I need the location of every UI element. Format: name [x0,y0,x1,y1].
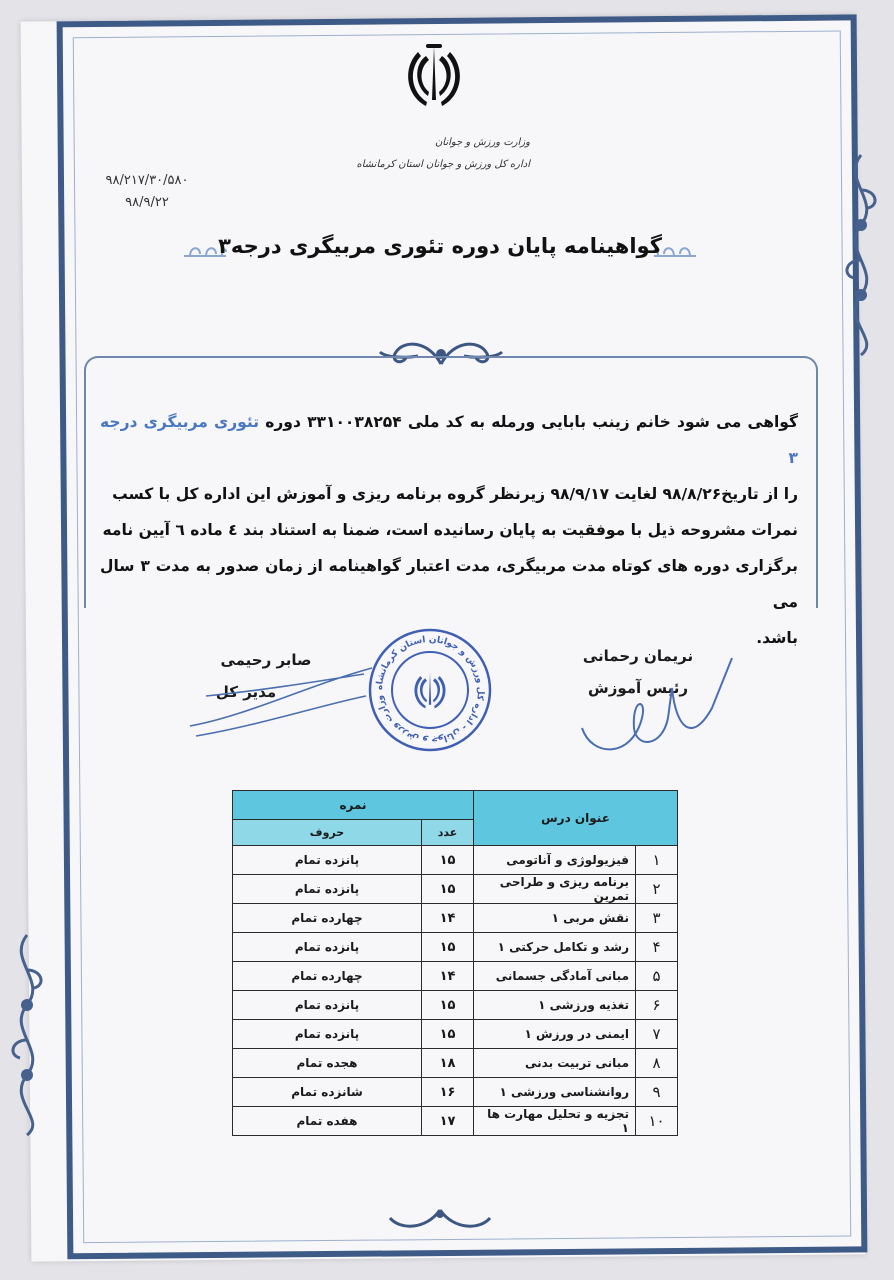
table-row [233,1107,678,1136]
reference-number: ۹۸/۲۱۷/۳۰/۵۸۰ [105,173,189,188]
grades-table [232,790,678,1136]
handwritten-signature-left [186,656,376,746]
svg-text:وزارت ورزش و جوانان - اداره کل: وزارت ورزش و جوانان - اداره کل ورزش و جوانان استان کرمانشاه [374,634,486,746]
grade-words: پانزده تمام [233,1020,422,1049]
row-number: ۴ [636,933,678,962]
grade-digit: ۱۵ [422,933,474,962]
header-grade: نمره [233,791,474,820]
grade-words: چهارده تمام [233,904,422,933]
grade-words: شانزده تمام [233,1078,422,1107]
grade-words: هفده تمام [233,1107,422,1136]
reference-date: ۹۸/۹/۲۲ [125,195,169,210]
row-number: ۷ [636,1020,678,1049]
row-number: ۶ [636,991,678,1020]
grade-digit: ۱۵ [422,875,474,904]
body-line-1 [100,404,798,476]
table-row [233,962,678,991]
row-number: ۵ [636,962,678,991]
course-title: مبانی تربیت بدنی [474,1049,636,1078]
certificate-body [100,404,798,656]
grade-digit: ۱۴ [422,962,474,991]
bottom-ornament-icon [370,1204,510,1234]
grade-words: پانزده تمام [233,933,422,962]
certificate-title: گواهینامه پایان دوره تئوری مربیگری درجه۳ [218,234,662,258]
course-title: رشد و تکامل حرکتی ۱ [474,933,636,962]
recipient-intro: گواهی می شود خانم زینب بابایی ورمله به کد ملی [407,413,799,431]
row-number: ۲ [636,875,678,904]
signer-right-title: رئیس آموزش [588,679,688,697]
grade-digit: ۱۸ [422,1049,474,1078]
grade-words: چهارده تمام [233,962,422,991]
grade-words: پانزده تمام [233,991,422,1020]
header-digit: عدد [422,820,474,846]
table-row [233,1078,678,1107]
body-line-4: برگزاری دوره های کوتاه مدت مربیگری، مدت اعتبار گواهینامه از زمان صدور به مدت ۳ سال می [100,557,798,611]
course-title: نقش مربی ۱ [474,904,636,933]
grade-digit: ۱۷ [422,1107,474,1136]
grade-digit: ۱۵ [422,1020,474,1049]
row-number: ۱ [636,846,678,875]
table-row [233,875,678,904]
course-title: مبانی آمادگی جسمانی [474,962,636,991]
table-row [233,1020,678,1049]
ministry-line1: وزارت ورزش و جوانان [434,137,530,148]
body-line-5: باشد. [756,629,798,647]
table-row [233,1049,678,1078]
signer-right-name: نریمان رحمانی [582,647,694,665]
grade-words: پانزده تمام [233,875,422,904]
handwritten-signature-right [572,648,742,768]
iran-emblem-icon [404,42,464,114]
row-number: ۹ [636,1078,678,1107]
national-id: ۳۳۱۰۰۳۸۲۵۴ [307,413,402,431]
official-seal-icon [366,626,494,754]
body-line-3: نمرات مشروحه ذیل با موفقیت به پایان رسانیده است، ضمنا به استناد بند ٤ ماده ٦ آیین نامه [102,521,798,539]
row-number: ۳ [636,904,678,933]
grade-digit: ۱۵ [422,991,474,1020]
row-number: ۱۰ [636,1107,678,1136]
table-row [233,904,678,933]
course-title: ایمنی در ورزش ۱ [474,1020,636,1049]
grade-digit: ۱۶ [422,1078,474,1107]
course-title: روانشناسی ورزشی ۱ [474,1078,636,1107]
grade-digit: ۱۴ [422,904,474,933]
course-title: برنامه ریزی و طراحی تمرین [474,875,636,904]
course-word: دوره [265,413,301,431]
grades-body [233,846,678,1136]
reference-block [92,170,202,214]
header-course: عنوان درس [474,791,678,846]
signer-left-name: صابر رحیمی [220,651,312,669]
table-row [233,933,678,962]
row-number: ۸ [636,1049,678,1078]
grade-digit: ۱۵ [422,846,474,875]
course-name: تئوری مربیگری درجه ۳ [100,413,798,467]
table-row [233,846,678,875]
course-title: تغذیه ورزشی ۱ [474,991,636,1020]
signer-left-title: مدیر کل [215,683,277,701]
grade-words: هجده تمام [233,1049,422,1078]
ministry-header [356,132,530,176]
course-title: فیزیولوژی و آناتومی [474,846,636,875]
body-line-2: را از تاریخ۹۸/۸/۲۶ لغایت ۹۸/۹/۱۷ زیرنظر گروه برنامه ریزی و آموزش این اداره کل با کسب [112,485,798,503]
ministry-line2: اداره کل ورزش و جوانان استان کرمانشاه [356,159,530,170]
course-title: تجزیه و تحلیل مهارت ها ۱ [474,1107,636,1136]
header-words: حروف [233,820,422,846]
side-ornament-left-bottom [2,930,52,1140]
side-ornament-right-top [836,150,886,360]
table-row [233,991,678,1020]
grade-words: پانزده تمام [233,846,422,875]
